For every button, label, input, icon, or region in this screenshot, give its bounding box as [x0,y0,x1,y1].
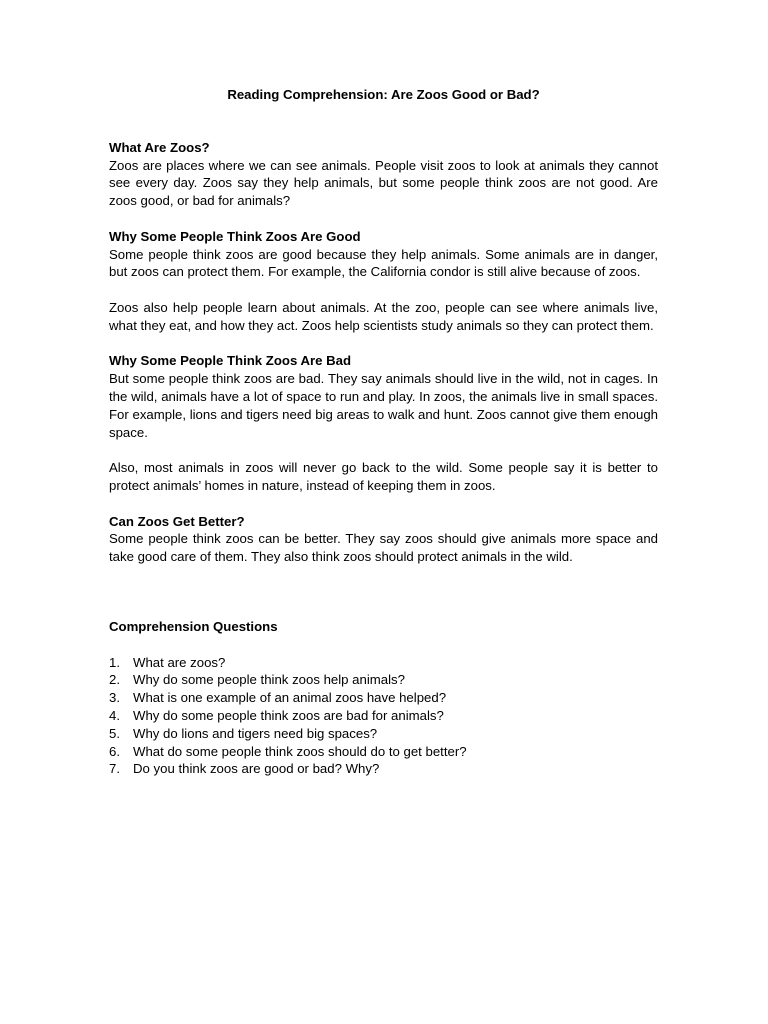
document-title: Reading Comprehension: Are Zoos Good or Bad? [227,87,540,102]
section-zoos-are-bad [109,352,658,494]
section-paragraph: Also, most animals in zoos will never go back to the wild. Some people say it is better to protect animals’ homes in nature, instead of keeping them in zoos. [109,460,658,493]
question-text: What do some people think zoos should do to get better? [133,743,467,759]
question-text: Why do lions and tigers need big spaces? [133,725,378,741]
question-text: Why do some people think zoos are bad for animals? [133,707,444,723]
question-number: 7. [109,761,120,777]
section-paragraph: But some people think zoos are bad. They say animals should live in the wild, not in cages. In the wild, animals have a lot of space to run and play. In zoos, the animals live in small spaces. For example, lions and tigers need big areas to walk and hunt. Zoos cannot give them enough space. [109,371,658,440]
list-item [109,671,658,689]
section-what-are-zoos [109,139,658,210]
section-heading: Why Some People Think Zoos Are Good [109,228,361,244]
question-number: 4. [109,707,120,723]
question-text: What are zoos? [133,654,226,670]
list-item [109,725,658,743]
question-number: 5. [109,725,120,741]
question-number: 1. [109,654,120,670]
list-item [109,743,658,761]
section-heading: Why Some People Think Zoos Are Bad [109,353,352,369]
section-zoos-are-good [109,228,658,335]
list-item [109,654,658,672]
list-item [109,760,658,778]
question-number: 6. [109,743,120,759]
questions-list [109,654,658,779]
question-text: Do you think zoos are good or bad? Why? [133,761,380,777]
list-item [109,707,658,725]
section-can-zoos-get-better [109,513,658,566]
section-heading: What Are Zoos? [109,139,210,155]
section-paragraph: Zoos also help people learn about animals. At the zoo, people can see where animals live, what they eat, and how they act. Zoos help scientists study animals so they can protect them. [109,299,658,333]
section-paragraph: Some people think zoos are good because they help animals. Some animals are in danger, but zoos can protect them. For example, the California condor is still alive because of zoos. [109,246,658,280]
question-number: 2. [109,672,120,688]
questions-heading: Comprehension Questions [109,618,278,634]
list-item [109,689,658,707]
question-text: Why do some people think zoos help animals? [133,672,405,688]
question-text: What is one example of an animal zoos have helped? [133,690,447,706]
section-paragraph: Some people think zoos can be better. They say zoos should give animals more space and take good care of them. They also think zoos should protect animals in the wild. [109,531,658,565]
document-content [109,86,658,778]
section-heading: Can Zoos Get Better? [109,513,245,529]
question-number: 3. [109,690,120,706]
section-paragraph: Zoos are places where we can see animals. People visit zoos to look at animals they cannot see every day. Zoos say they help animals, but some people think zoos are not good. Are zoos good, or bad for animals? [109,157,658,209]
